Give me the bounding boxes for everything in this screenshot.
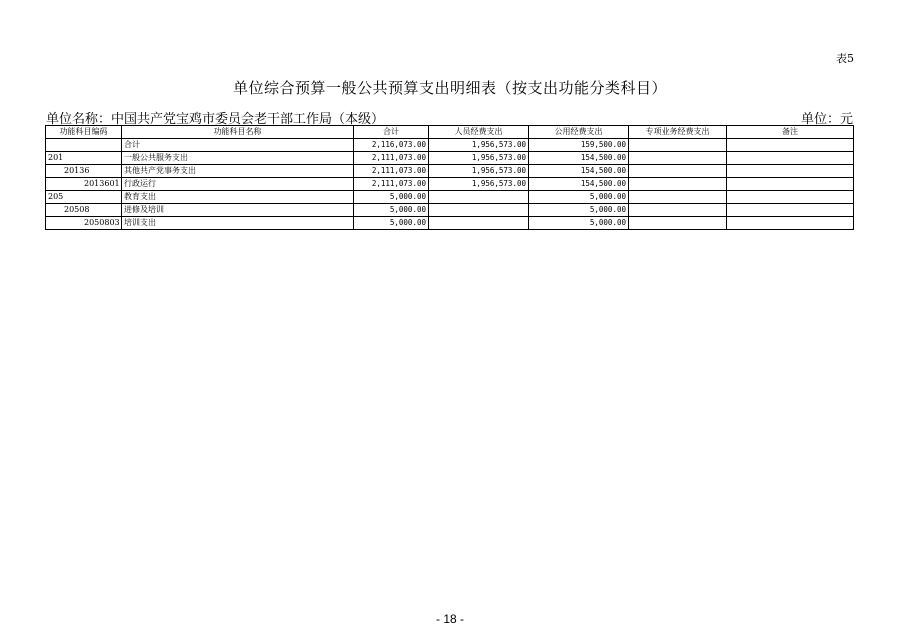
cell-code: 20508 xyxy=(46,204,122,217)
cell-personnel: 1,956,573.00 xyxy=(429,165,529,178)
cell-personnel xyxy=(429,191,529,204)
cell-special xyxy=(629,152,727,165)
cell-public: 154,500.00 xyxy=(529,178,629,191)
cell-personnel xyxy=(429,204,529,217)
cell-remark xyxy=(727,178,854,191)
cell-remark xyxy=(727,139,854,152)
cell-public: 154,500.00 xyxy=(529,152,629,165)
cell-public: 159,500.00 xyxy=(529,139,629,152)
cell-remark xyxy=(727,191,854,204)
cell-total: 2,111,073.00 xyxy=(354,165,429,178)
header-special: 专项业务经费支出 xyxy=(629,126,727,139)
cell-personnel: 1,956,573.00 xyxy=(429,139,529,152)
cell-remark xyxy=(727,217,854,230)
cell-total: 2,111,073.00 xyxy=(354,152,429,165)
cell-name: 其他共产党事务支出 xyxy=(122,165,354,178)
cell-special xyxy=(629,178,727,191)
cell-special xyxy=(629,139,727,152)
table-row xyxy=(46,204,854,217)
cell-total: 5,000.00 xyxy=(354,217,429,230)
table-row xyxy=(46,217,854,230)
cell-special xyxy=(629,191,727,204)
cell-public: 154,500.00 xyxy=(529,165,629,178)
table-row xyxy=(46,165,854,178)
cell-name: 教育支出 xyxy=(122,191,354,204)
cell-public: 5,000.00 xyxy=(529,204,629,217)
cell-name: 合计 xyxy=(122,139,354,152)
budget-table xyxy=(45,125,854,230)
cell-public: 5,000.00 xyxy=(529,217,629,230)
cell-special xyxy=(629,204,727,217)
table-row xyxy=(46,191,854,204)
cell-name: 培训支出 xyxy=(122,217,354,230)
cell-code xyxy=(46,139,122,152)
cell-personnel: 1,956,573.00 xyxy=(429,178,529,191)
cell-code: 2050803 xyxy=(46,217,122,230)
header-public: 公用经费支出 xyxy=(529,126,629,139)
header-remark: 备注 xyxy=(727,126,854,139)
table-number: 表5 xyxy=(836,52,854,65)
cell-name: 进修及培训 xyxy=(122,204,354,217)
document-title: 单位综合预算一般公共预算支出明细表（按支出功能分类科目） xyxy=(232,79,667,97)
header-name: 功能科目名称 xyxy=(122,126,354,139)
table-row xyxy=(46,152,854,165)
cell-code: 201 xyxy=(46,152,122,165)
cell-remark xyxy=(727,152,854,165)
header-code: 功能科目编码 xyxy=(46,126,122,139)
table-header-row xyxy=(46,126,854,139)
cell-code: 205 xyxy=(46,191,122,204)
table-row xyxy=(46,178,854,191)
cell-code: 20136 xyxy=(46,165,122,178)
cell-special xyxy=(629,217,727,230)
cell-special xyxy=(629,165,727,178)
cell-personnel xyxy=(429,217,529,230)
cell-remark xyxy=(727,204,854,217)
header-personnel: 人员经费支出 xyxy=(429,126,529,139)
cell-remark xyxy=(727,165,854,178)
cell-total: 2,116,073.00 xyxy=(354,139,429,152)
unit-currency: 单位：元 xyxy=(800,112,853,127)
cell-total: 2,111,073.00 xyxy=(354,178,429,191)
unit-name: 单位名称：中国共产党宝鸡市委员会老干部工作局（本级） xyxy=(46,112,385,127)
cell-total: 5,000.00 xyxy=(354,191,429,204)
cell-code: 2013601 xyxy=(46,178,122,191)
cell-total: 5,000.00 xyxy=(354,204,429,217)
page-number: - 18 - xyxy=(435,612,464,626)
header-total: 合计 xyxy=(354,126,429,139)
cell-name: 行政运行 xyxy=(122,178,354,191)
cell-public: 5,000.00 xyxy=(529,191,629,204)
table-row-total xyxy=(46,139,854,152)
cell-personnel: 1,956,573.00 xyxy=(429,152,529,165)
cell-name: 一般公共服务支出 xyxy=(122,152,354,165)
